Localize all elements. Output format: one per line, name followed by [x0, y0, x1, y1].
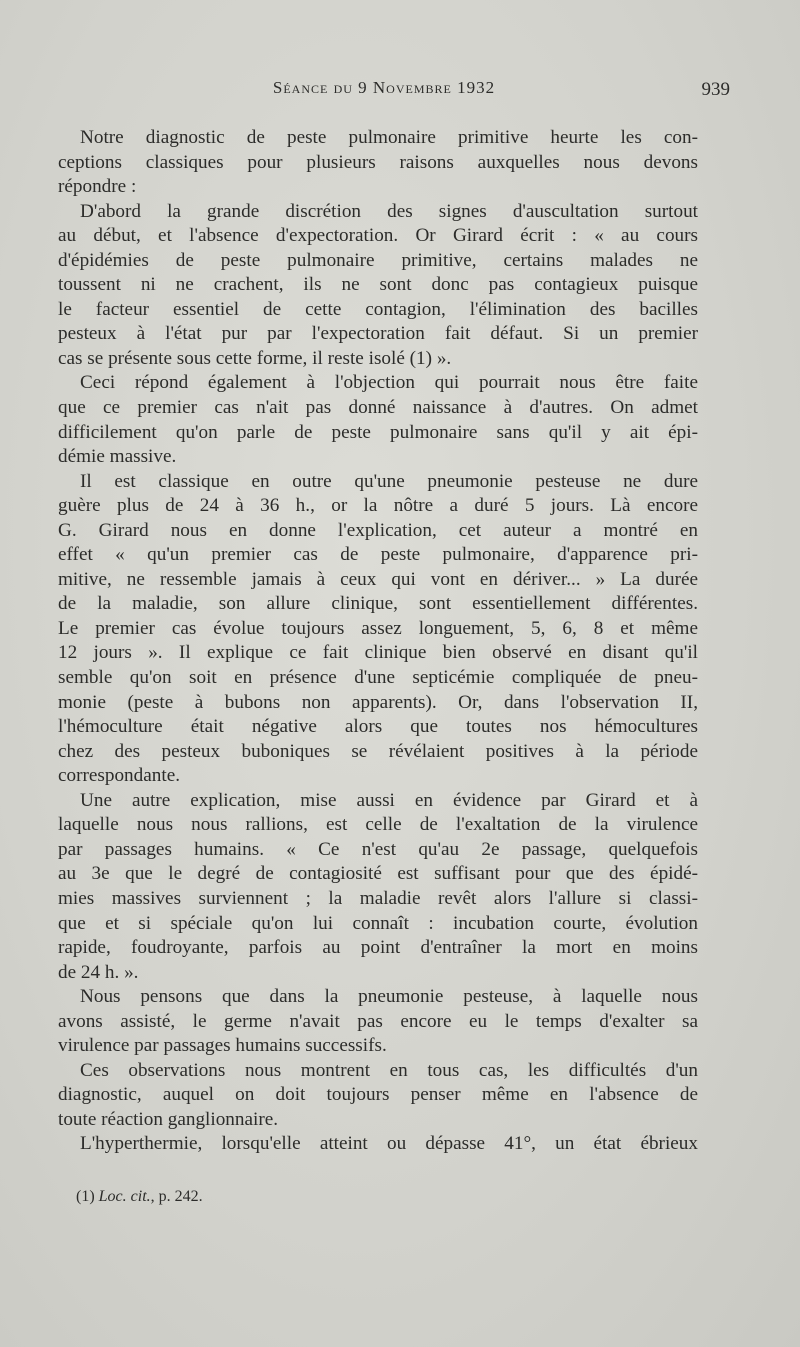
page-header — [60, 78, 730, 108]
text-line: toute réaction ganglionnaire. — [58, 1108, 279, 1130]
text-line: guère plus de 24 à 36 h., or la nôtre a duré 5 jours. Là encore — [58, 495, 698, 517]
text-line: le facteur essentiel de cette contagion, l'élimination des bacilles — [58, 298, 698, 320]
page-number: 939 — [701, 79, 730, 100]
footnote — [76, 1188, 203, 1206]
footnote-page: , p. 242. — [150, 1188, 203, 1205]
text-line: monie (peste à bubons non apparents). Or, dans l'observation II, — [58, 691, 698, 713]
text-line: Il est classique en outre qu'une pneumonie pesteuse ne dure — [80, 470, 698, 492]
text-line: au 3e que le degré de contagiosité est suffisant pour que des épidé- — [58, 863, 698, 885]
text-line: l'hémoculture était négative alors que toutes nos hémocultures — [58, 716, 698, 738]
text-line: mitive, ne ressemble jamais à ceux qui vont en dériver... » La durée — [58, 568, 698, 590]
text-line: 12 jours ». Il explique ce fait clinique bien observé en disant qu'il — [58, 642, 698, 664]
text-line: que et si spéciale qu'on lui connaît : incubation courte, évolution — [58, 912, 698, 934]
text-line: Une autre explication, mise aussi en évidence par Girard et à — [80, 789, 698, 811]
text-line: répondre : — [58, 176, 137, 198]
footnote-source: Loc. cit. — [98, 1188, 151, 1205]
text-line: L'hyperthermie, lorsqu'elle atteint ou dépasse 41°, un état ébrieux — [80, 1133, 698, 1155]
text-line: Nous pensons que dans la pneumonie pesteuse, à laquelle nous — [80, 986, 698, 1008]
running-head: Séance du 9 Novembre 1932 — [272, 78, 496, 97]
text-line: D'abord la grande discrétion des signes d'auscultation surtout — [80, 200, 698, 222]
text-line: rapide, foudroyante, parfois au point d'entraîner la mort en moins — [58, 937, 698, 959]
text-line: ceptions classiques pour plusieurs raisons auxquelles nous devons — [58, 151, 698, 173]
text-line: pesteux à l'état pur par l'expectoration fait défaut. Si un premier — [58, 323, 698, 345]
text-line: mies massives surviennent ; la maladie revêt alors l'allure si classi- — [58, 887, 698, 909]
text-line: cas se présente sous cette forme, il reste isolé (1) ». — [58, 347, 452, 369]
text-line: semble qu'on soit en présence d'une septicémie compliquée de pneu- — [58, 667, 698, 689]
text-line: au début, et l'absence d'expectoration. Or Girard écrit : « au cours — [58, 225, 698, 247]
text-line: que ce premier cas n'ait pas donné naissance à d'autres. On admet — [58, 397, 698, 419]
text-line: laquelle nous nous rallions, est celle de l'exaltation de la virulence — [58, 814, 698, 836]
body-text — [58, 126, 698, 1157]
text-line: avons assisté, le germe n'avait pas encore eu le temps d'exalter sa — [58, 1010, 698, 1032]
text-line: G. Girard nous en donne l'explication, cet auteur a montré en — [58, 519, 698, 541]
text-line: Le premier cas évolue toujours assez longuement, 5, 6, 8 et même — [58, 617, 698, 639]
text-line: démie massive. — [58, 446, 177, 468]
text-line: difficilement qu'on parle de peste pulmonaire sans qu'il y ait épi- — [58, 421, 698, 443]
text-line: de 24 h. ». — [58, 961, 139, 983]
text-line: diagnostic, auquel on doit toujours penser même en l'absence de — [58, 1084, 698, 1106]
text-line: effet « qu'un premier cas de peste pulmonaire, d'apparence pri- — [58, 544, 698, 566]
text-line: correspondante. — [58, 765, 181, 787]
text-line: Ceci répond également à l'objection qui pourrait nous être faite — [80, 372, 698, 394]
text-line: par passages humains. « Ce n'est qu'au 2e passage, quelquefois — [58, 838, 698, 860]
text-line: Notre diagnostic de peste pulmonaire primitive heurte les con- — [80, 127, 698, 148]
text-line: d'épidémies de peste pulmonaire primitive, certains malades ne — [58, 249, 698, 271]
text-line: toussent ni ne crachent, ils ne sont donc pas contagieux puisque — [58, 274, 698, 296]
text-line: de la maladie, son allure clinique, sont essentiellement différentes. — [58, 593, 698, 615]
text-line: chez des pesteux buboniques se révélaient positives à la période — [58, 740, 698, 762]
footnote-marker: (1) — [76, 1188, 95, 1205]
text-line: virulence par passages humains successifs. — [58, 1035, 387, 1057]
text-line: Ces observations nous montrent en tous cas, les difficultés d'un — [80, 1059, 698, 1081]
